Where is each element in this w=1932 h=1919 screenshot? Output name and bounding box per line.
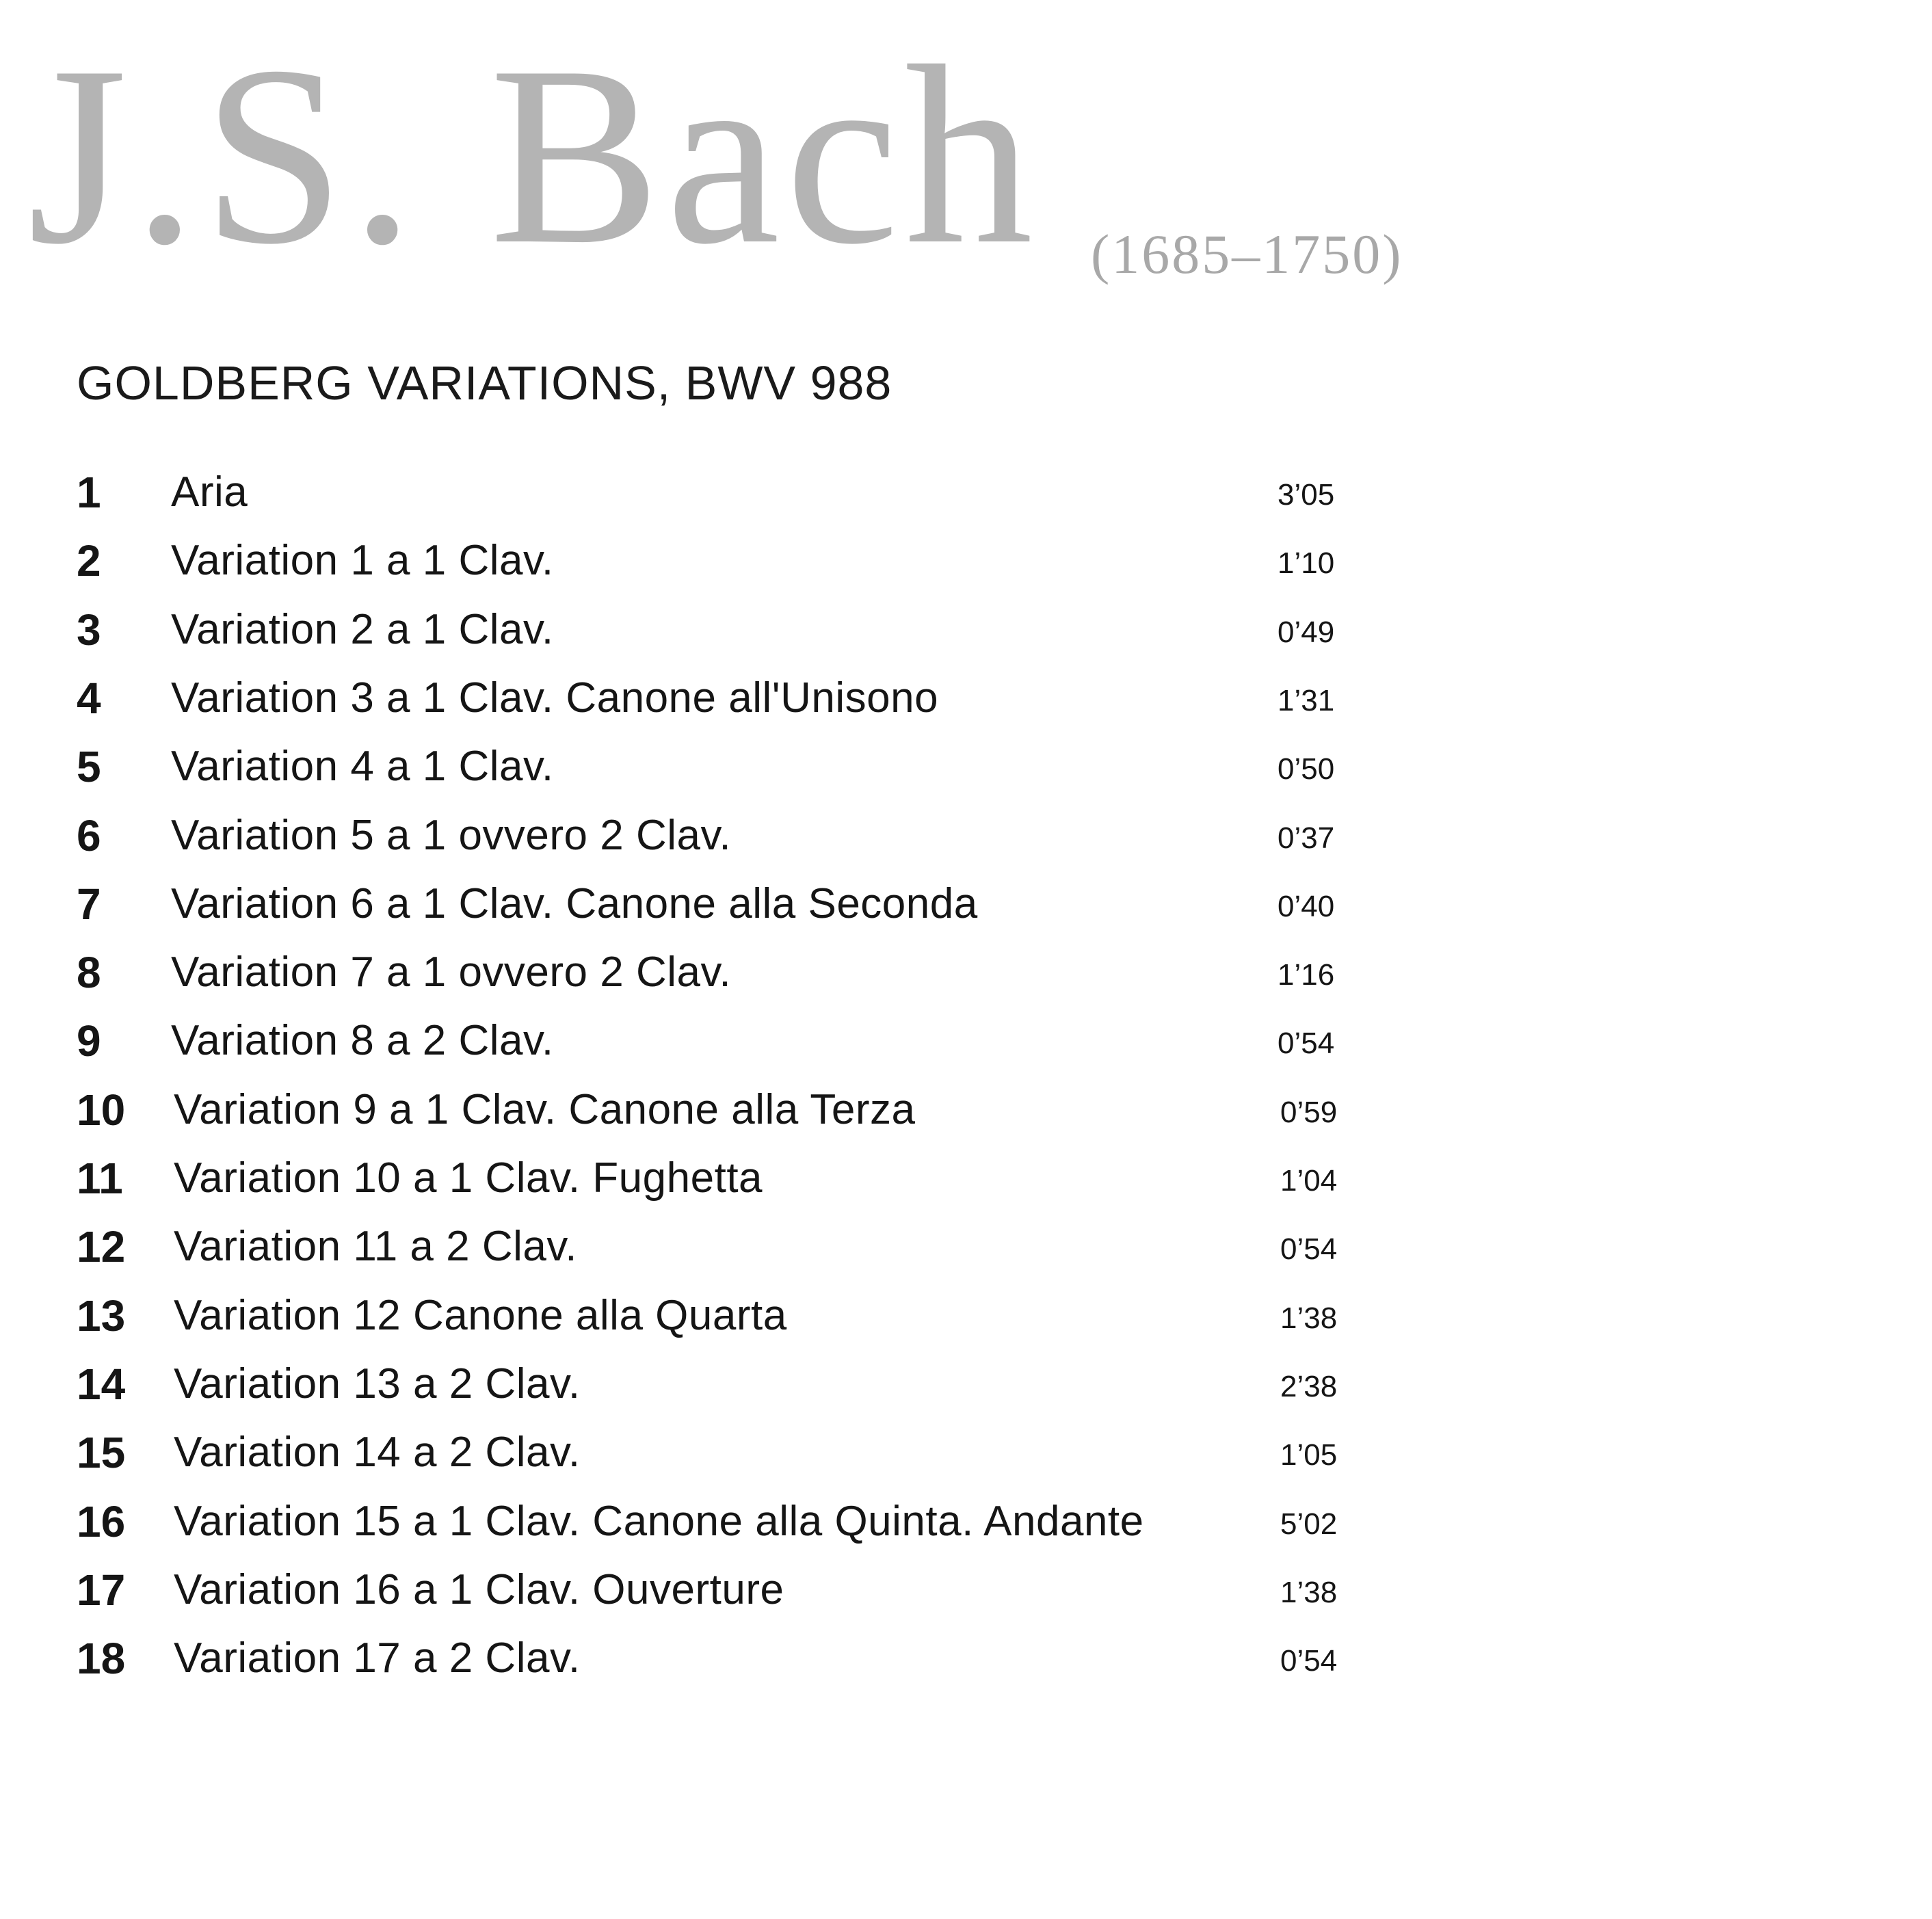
track-duration: 0’37 (1278, 821, 1335, 855)
track-row (0, 667, 1436, 736)
track-row (0, 736, 1436, 804)
track-row (0, 1010, 1436, 1078)
track-duration: 1’38 (1280, 1575, 1338, 1609)
track-duration: 1’31 (1278, 683, 1335, 717)
track-number: 3 (77, 605, 101, 654)
track-title: Variation 17 a 2 Clav. (174, 1635, 581, 1682)
track-number: 10 (77, 1085, 126, 1135)
track-duration: 1’16 (1278, 958, 1335, 992)
track-title: Variation 6 a 1 Clav. Canone alla Seconda (171, 879, 978, 927)
track-title: Variation 2 a 1 Clav. (171, 605, 554, 653)
track-duration: 1’05 (1280, 1438, 1338, 1472)
track-title: Variation 5 a 1 ovvero 2 Clav. (171, 811, 732, 859)
track-title: Variation 7 a 1 ovvero 2 Clav. (171, 949, 732, 996)
track-number: 17 (77, 1565, 126, 1615)
track-duration: 3’05 (1278, 478, 1335, 512)
track-row (0, 1148, 1436, 1216)
track-duration: 2’38 (1280, 1369, 1338, 1403)
track-row (0, 1422, 1436, 1490)
track-title: Variation 14 a 2 Clav. (174, 1429, 581, 1477)
track-duration: 5’02 (1280, 1507, 1338, 1541)
track-duration: 1’10 (1278, 546, 1335, 581)
track-row (0, 1559, 1436, 1628)
track-number: 16 (77, 1496, 126, 1546)
track-row (0, 873, 1436, 942)
track-title: Variation 4 a 1 Clav. (171, 743, 554, 791)
track-duration: 0’59 (1280, 1095, 1338, 1129)
track-title: Variation 3 a 1 Clav. Canone all'Unisono (171, 674, 939, 722)
track-number: 9 (77, 1016, 101, 1066)
track-number: 1 (77, 468, 101, 517)
track-title: Variation 11 a 2 Clav. (174, 1223, 577, 1271)
track-number: 12 (77, 1222, 126, 1272)
track-duration: 0’54 (1280, 1644, 1338, 1678)
track-number: 18 (77, 1634, 126, 1684)
track-title: Aria (171, 468, 248, 516)
track-row (0, 599, 1436, 667)
track-number: 14 (77, 1359, 126, 1409)
track-number: 6 (77, 810, 101, 860)
track-row (0, 1216, 1436, 1284)
track-number: 4 (77, 673, 101, 723)
track-title: Variation 16 a 1 Clav. Ouverture (174, 1565, 784, 1613)
track-row (0, 1353, 1436, 1422)
track-row (0, 1628, 1436, 1696)
track-duration: 1’38 (1280, 1301, 1338, 1335)
track-title: Variation 15 a 1 Clav. Canone alla Quinta. Andante (174, 1497, 1144, 1545)
track-row (0, 1491, 1436, 1559)
track-duration: 0’54 (1280, 1232, 1338, 1267)
work-title: GOLDBERG VARIATIONS, BWV 988 (77, 356, 892, 410)
track-number: 2 (77, 536, 101, 586)
track-title: Variation 13 a 2 Clav. (174, 1360, 581, 1407)
track-number: 7 (77, 879, 101, 929)
track-number: 11 (77, 1154, 123, 1203)
track-number: 5 (77, 742, 101, 792)
track-duration: 0’54 (1278, 1027, 1335, 1061)
track-title: Variation 9 a 1 Clav. Canone alla Terza (174, 1085, 916, 1133)
track-duration: 0’49 (1278, 615, 1335, 649)
track-number: 15 (77, 1428, 126, 1478)
track-row (0, 942, 1436, 1010)
composer-dates: (1685–1750) (1091, 223, 1403, 285)
track-title: Variation 8 a 2 Clav. (171, 1017, 554, 1065)
track-number: 13 (77, 1291, 126, 1340)
track-title: Variation 10 a 1 Clav. Fughetta (174, 1154, 763, 1202)
track-row (0, 1285, 1436, 1353)
track-duration: 1’04 (1280, 1164, 1338, 1197)
track-row (0, 530, 1436, 598)
track-duration: 0’40 (1278, 889, 1335, 923)
track-title: Variation 12 Canone alla Quarta (174, 1291, 787, 1339)
track-row (0, 462, 1436, 530)
composer-name: J.S. Bach (27, 14, 1039, 297)
track-row (0, 1079, 1436, 1148)
track-duration: 0’50 (1278, 752, 1335, 786)
track-row (0, 805, 1436, 873)
track-number: 8 (77, 948, 101, 998)
track-title: Variation 1 a 1 Clav. (171, 537, 554, 585)
